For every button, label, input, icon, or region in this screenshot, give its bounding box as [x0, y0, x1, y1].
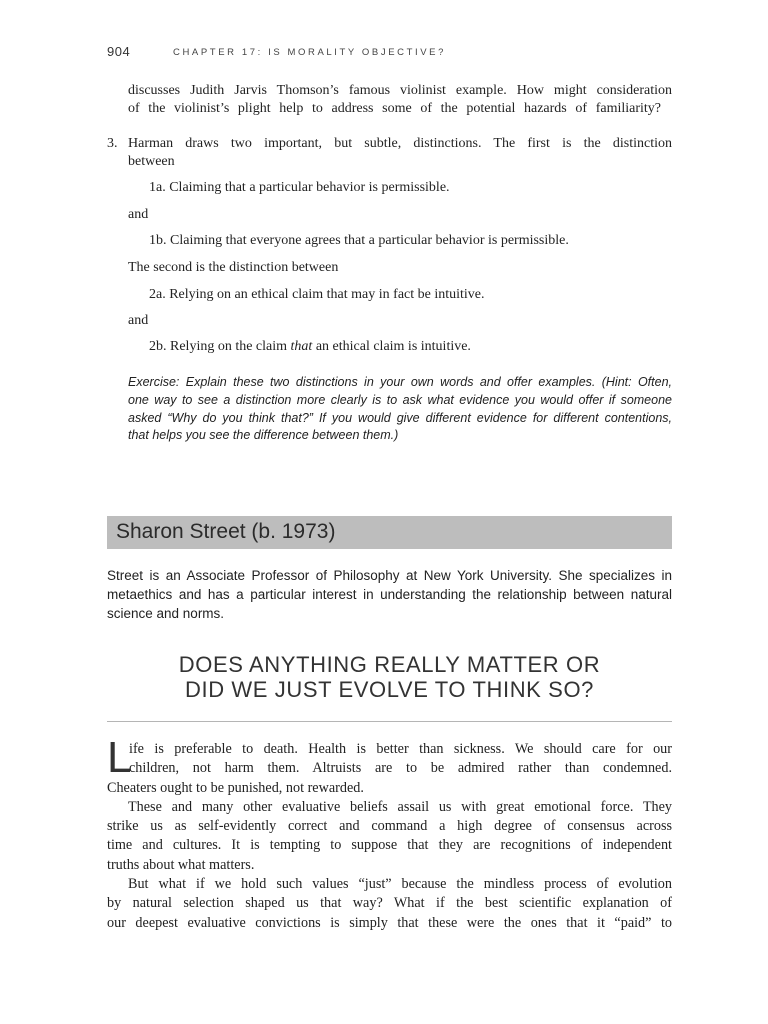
exercise-line: one way to see a distinction more clearly is to ask what evidence you would offer if someone [128, 392, 672, 407]
item-2b-text-after: an ethical claim is intuitive. [312, 339, 471, 354]
connector-and-1: and [128, 207, 149, 222]
page-number: 904 [107, 44, 131, 59]
exercise-line: that helps you see the difference between them.) [128, 428, 399, 443]
item-2a: 2a. Relying on an ethical claim that may in fact be intuitive. [149, 287, 485, 302]
essay-line: Cheaters ought to be punished, not rewarded. [107, 779, 364, 796]
second-distinction-intro: The second is the distinction between [128, 260, 339, 275]
exercise-line: Exercise: Explain these two distinctions in your own words and offer examples. (Hint: Often, [128, 375, 672, 389]
essay-line: our deepest evaluative convictions is simply that these were the ones that it “paid” to [107, 914, 672, 931]
title-divider [107, 721, 672, 722]
essay-line: But what if we hold such values “just” because the mindless process of evolution [128, 876, 672, 893]
essay-line: truths about what matters. [107, 856, 255, 873]
question-number: 3. [107, 136, 118, 151]
chapter-title: CHAPTER 17: IS MORALITY OBJECTIVE? [173, 47, 446, 58]
author-bio [107, 566, 672, 623]
exercise-line: asked “Why do you think that?” If you would give different evidence for different contentions, [128, 410, 672, 425]
continuation-line-2: of the violinist’s plight help to address some of the potential hazards of familiarity? [128, 101, 661, 116]
bio-line: metaethics and has a particular interest in understanding the relationship between natural [107, 587, 672, 602]
essay-line: by natural selection shaped us that way? What if the best scientific explanation of [107, 895, 672, 912]
running-head [107, 44, 672, 62]
essay-line: children, not harm them. Altruists are to be admired rather than condemned. [129, 760, 672, 777]
essay-body [107, 733, 672, 933]
drop-cap: L [107, 733, 132, 782]
essay-title [107, 652, 672, 702]
continuation-line-1: discusses Judith Jarvis Thomson’s famous violinist example. How might consideration [128, 83, 672, 98]
bio-line: science and norms. [107, 606, 225, 621]
essay-title-line: DOES ANYTHING REALLY MATTER OR [178, 652, 601, 677]
essay-line: time and cultures. It is tempting to suppose that they are recognitions of independent [107, 837, 672, 854]
author-name: Sharon Street (b. 1973) [116, 520, 336, 543]
essay-line: strike us as self-evidently correct and command a high degree of consensus across [107, 818, 672, 835]
item-2b-emphasis: that [290, 339, 313, 354]
connector-and-2: and [128, 313, 149, 328]
question-3-intro-line-2: between [128, 154, 175, 169]
essay-line: These and many other evaluative beliefs assail us with great emotional force. They [128, 798, 672, 815]
item-1a: 1a. Claiming that a particular behavior is permissible. [149, 180, 450, 195]
exercise-block [128, 374, 672, 445]
author-heading-bar [107, 516, 672, 549]
essay-line: ife is preferable to death. Health is better than sickness. We should care for our [129, 741, 672, 757]
bio-line: Street is an Associate Professor of Philosophy at New York University. She specializes in [107, 568, 672, 583]
essay-title-line: DID WE JUST EVOLVE TO THINK SO? [185, 677, 594, 702]
item-2b [149, 337, 471, 356]
item-1b: 1b. Claiming that everyone agrees that a particular behavior is permissible. [149, 233, 569, 248]
question-3-intro-line-1: Harman draws two important, but subtle, distinctions. The first is the distinction [128, 136, 672, 151]
item-2b-text-before: 2b. Relying on the claim [149, 339, 291, 354]
